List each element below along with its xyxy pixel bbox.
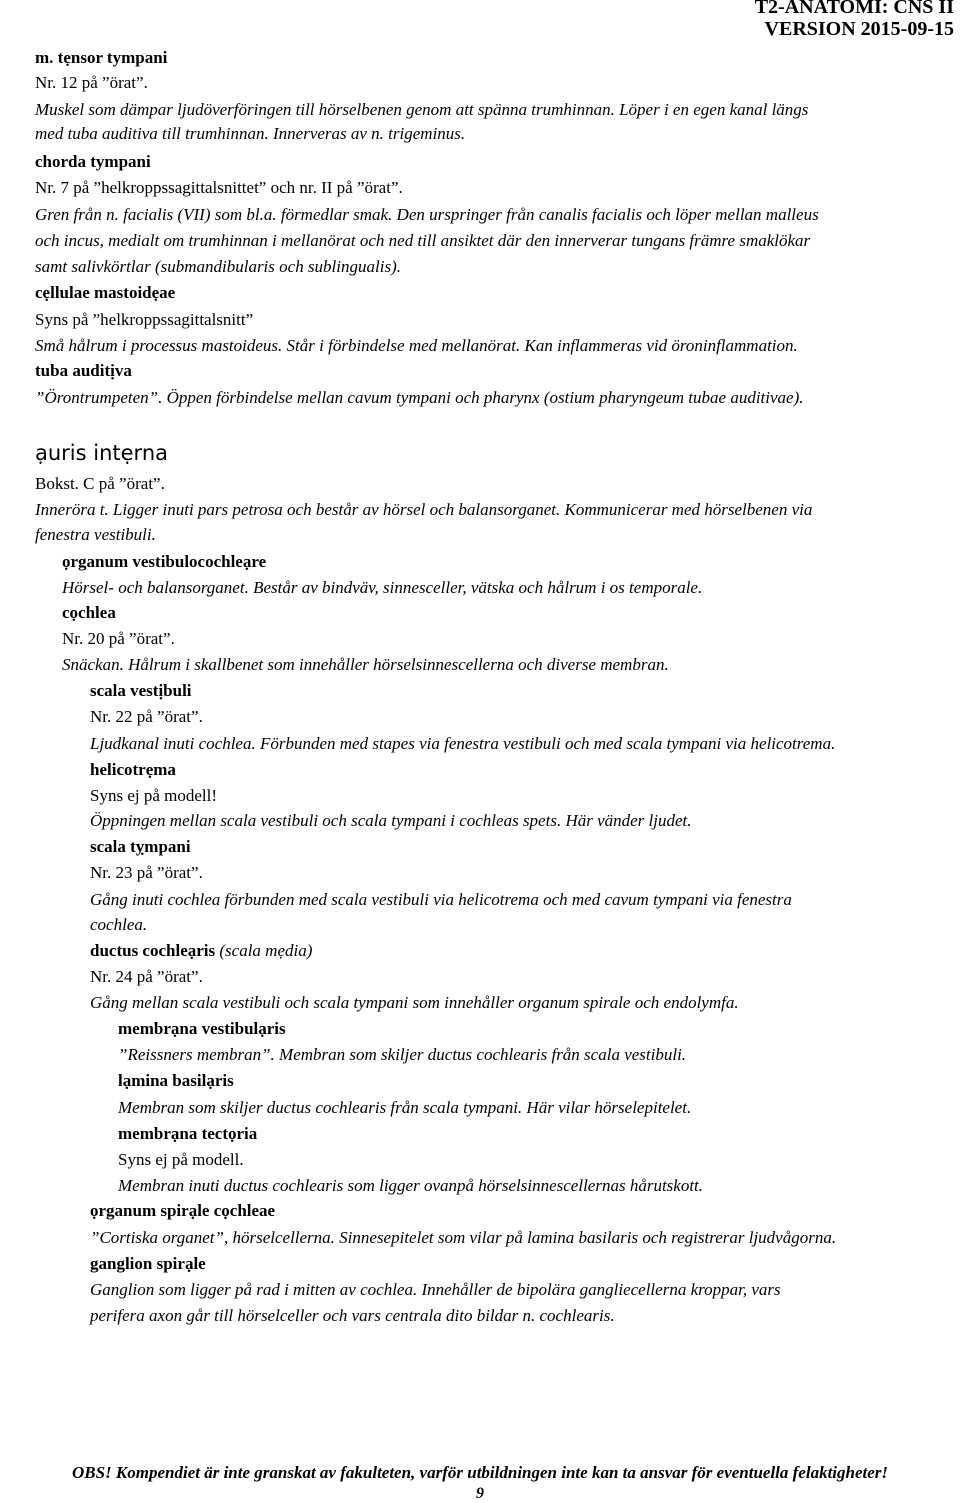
desc-cochlea: Snäckan. Hålrum i skallbenet som innehåller hörselsinnescellerna och diverse membran. [62, 655, 669, 674]
desc-tensor-tympani-1: Muskel som dämpar ljudöverföringen till hörselbenen genom att spänna trumhinnan. Löper i en egen kanal längs [35, 100, 809, 119]
heading-ganglion-spirale: ganglion spirạle [90, 1254, 206, 1273]
desc-scala-tympani-2: cochlea. [90, 915, 148, 934]
desc-scala-vestibuli: Ljudkanal inuti cochlea. Förbunden med stapes via fenestra vestibuli och med scala tympani via helicotrema. [90, 734, 836, 753]
desc-organum-vestibulocochleare: Hörsel- och balansorganet. Består av bindväv, sinnesceller, vätska och hålrum i os temporale. [62, 578, 703, 597]
document-header [755, 0, 954, 40]
heading-cochlea: cọchlea [62, 603, 116, 622]
heading-organum-spirale: ọrganum spirạle cọchleae [90, 1201, 276, 1220]
desc-cellulae-mastoideae: Små hålrum i processus mastoideus. Står i förbindelse med mellanörat. Kan inflammeras vid öroninflammation. [35, 336, 798, 355]
ref-chorda-tympani: Nr. 7 på ”helkroppssagittalsnittet” och nr. II på ”örat”. [35, 178, 403, 197]
heading-membrana-tectoria: membrạna tectọria [118, 1124, 258, 1143]
desc-chorda-tympani-3: samt salivkörtlar (submandibularis och sublingualis). [35, 257, 401, 276]
desc-ganglion-spirale-1: Ganglion som ligger på rad i mitten av cochlea. Innehåller de bipolära gangliecellerna kroppar, vars [90, 1280, 781, 1299]
desc-auris-interna-1: Inneröra t. Ligger inuti pars petrosa och består av hörsel och balansorganet. Kommunicerar med hörselbenen via [35, 500, 813, 519]
heading-membrana-vestibularis: membrạna vestibulạris [118, 1019, 286, 1038]
ref-cochlea: Nr. 20 på ”örat”. [62, 629, 175, 648]
ref-tensor-tympani: Nr. 12 på ”örat”. [35, 73, 148, 92]
heading-ductus-cochlearis [90, 940, 312, 962]
ref-helicotrema: Syns ej på modell! [90, 786, 218, 805]
heading-auris-interna: ạuris intẹrna [35, 441, 169, 465]
desc-auris-interna-2: fenestra vestibuli. [35, 525, 156, 544]
heading-scala-tympani: scala tỵmpani [90, 837, 191, 856]
heading-tuba-auditiva: tuba auditịva [35, 361, 132, 380]
page-number: 9 [476, 1485, 484, 1502]
version-label: VERSION 2015-09-15 [764, 18, 954, 40]
ductus-title-alt: (scala mẹdia) [215, 941, 313, 960]
disclaimer-note: OBS! Kompendiet är inte granskat av fakulteten, varför utbildningen inte kan ta ansvar för eventuella felaktigheter! [71, 1463, 889, 1482]
heading-helicotrema: helicotrẹma [90, 760, 176, 779]
desc-membrana-tectoria: Membran inuti ductus cochlearis som ligger ovanpå hörselsinnescellernas hårutskott. [118, 1176, 704, 1195]
ductus-title-bold: ductus cochleạris [90, 941, 216, 960]
desc-organum-spirale: ”Cortiska organet”, hörselcellerna. Sinnesepitelet som vilar på lamina basilaris och registrerar ljudvågorna. [90, 1228, 837, 1247]
desc-chorda-tympani-1 [35, 204, 819, 226]
ref-auris-interna: Bokst. C på ”örat”. [35, 474, 165, 493]
ref-membrana-tectoria: Syns ej på modell. [118, 1150, 244, 1169]
ref-scala-tympani: Nr. 23 på ”örat”. [90, 863, 203, 882]
desc-ductus-cochlearis: Gång mellan scala vestibuli och scala tympani som innehåller organum spirale och endolymfa. [90, 993, 739, 1012]
heading-chorda-tympani: chorda tympani [35, 152, 151, 171]
ref-cellulae-mastoideae: Syns på ”helkroppssagittalsnitt” [35, 310, 254, 329]
heading-organum-vestibulocochleare: ọrganum vestibulocochleạre [62, 552, 267, 571]
desc-helicotrema: Öppningen mellan scala vestibuli och scala tympani i cochleas spets. Här vänder ljudet. [90, 811, 692, 830]
desc-scala-tympani-1: Gång inuti cochlea förbunden med scala vestibuli via helicotrema och med cavum tympani via fenestra [90, 890, 792, 909]
heading-lamina-basilaris: lạmina basilạris [118, 1071, 234, 1090]
desc-chorda-tympani-2: och incus, medialt om trumhinnan i mellanörat och ned till ansiktet där den innerverar tungans främre smaklökar [35, 231, 811, 250]
course-title: T2-ANATOMI: CNS II [754, 0, 954, 18]
desc-lamina-basilaris: Membran som skiljer ductus cochlearis från scala tympani. Här vilar hörselepitelet. [118, 1098, 692, 1117]
desc-ganglion-spirale-2: perifera axon går till hörselceller och vars centrala dito bildar n. cochlearis. [90, 1306, 615, 1325]
desc-membrana-vestibularis: ”Reissners membran”. Membran som skiljer ductus cochlearis från scala vestibuli. [118, 1045, 687, 1064]
desc-tensor-tympani-2: med tuba auditiva till trumhinnan. Innerveras av n. trigeminus. [35, 124, 466, 143]
desc-chorda-italic: Gren från n. facialis (VII) som bl.a. förmedlar smak. [35, 205, 393, 224]
desc-tuba-auditiva: ”Örontrumpeten”. Öppen förbindelse mellan cavum tympani och pharynx (ostium pharyngeum tubae auditivae). [35, 388, 804, 407]
heading-cellulae-mastoideae: cẹllulae mastoidẹae [35, 283, 176, 302]
desc-chorda-rest: Den urspringer från canalis facialis och löper mellan malleus [392, 205, 819, 224]
ref-ductus-cochlearis: Nr. 24 på ”örat”. [90, 967, 203, 986]
ref-scala-vestibuli: Nr. 22 på ”örat”. [90, 707, 203, 726]
heading-scala-vestibuli: scala vestịbuli [90, 681, 192, 700]
heading-tensor-tympani: m. tẹnsor tympani [35, 48, 168, 67]
